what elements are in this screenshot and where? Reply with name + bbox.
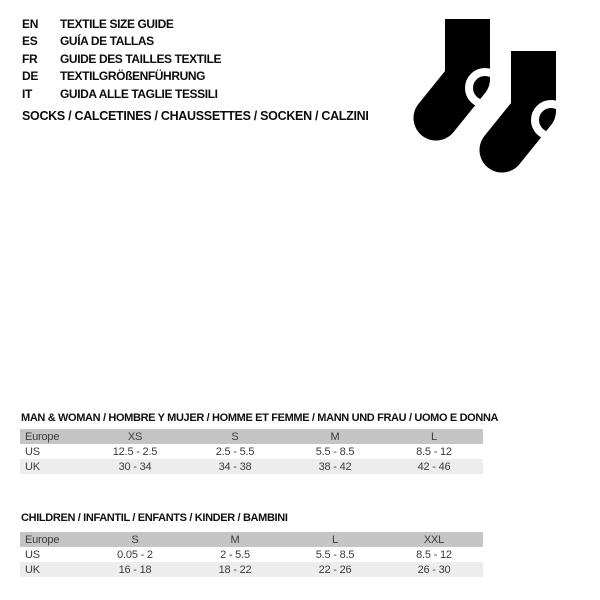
language-label: GUIDA ALLE TAGLIE TESSILI <box>60 86 218 101</box>
size-cell: 38 - 42 <box>318 460 352 473</box>
size-cell: 42 - 46 <box>417 460 451 473</box>
language-code: DE <box>22 69 39 84</box>
category-title: SOCKS / CALCETINES / CHAUSSETTES / SOCKEN / CALZINI <box>22 109 369 123</box>
row-label: UK <box>25 563 40 576</box>
size-table-children <box>20 532 483 577</box>
language-label: GUÍA DE TALLAS <box>60 34 154 49</box>
row-label: US <box>25 548 40 561</box>
column-header-size: XS <box>127 430 143 443</box>
column-header-size: L <box>332 533 338 546</box>
row-label: UK <box>25 460 40 473</box>
language-row-en <box>22 15 221 33</box>
size-cell: 8.5 - 12 <box>416 445 452 458</box>
column-header-size: S <box>231 430 239 443</box>
column-header-size: M <box>230 533 240 546</box>
language-row-es <box>22 33 221 51</box>
table-row-uk <box>20 562 483 577</box>
size-cell: 18 - 22 <box>218 563 252 576</box>
size-cell: 5.5 - 8.5 <box>315 445 355 458</box>
table-row-us <box>20 547 483 562</box>
size-cell: 12.5 - 2.5 <box>112 445 158 458</box>
language-row-fr <box>22 50 221 68</box>
language-label: TEXTILGRÖßENFÜHRUNG <box>60 69 206 84</box>
table-row-us <box>20 444 483 459</box>
language-list <box>22 15 221 103</box>
size-cell: 0.05 - 2 <box>117 548 153 561</box>
table-title-children: CHILDREN / INFANTIL / ENFANTS / KINDER / BAMBINI <box>21 512 288 524</box>
column-header-size: XXL <box>423 533 445 546</box>
language-code: EN <box>22 16 39 31</box>
size-cell: 2.5 - 5.5 <box>215 445 255 458</box>
table-header-row <box>20 429 483 444</box>
size-cell: 16 - 18 <box>118 563 152 576</box>
table-row-uk <box>20 459 483 474</box>
language-code: FR <box>22 51 38 66</box>
column-header-size: L <box>431 430 437 443</box>
column-header-size: S <box>131 533 139 546</box>
language-code: IT <box>22 86 33 101</box>
language-label: TEXTILE SIZE GUIDE <box>60 16 174 31</box>
size-cell: 26 - 30 <box>417 563 451 576</box>
size-cell: 30 - 34 <box>118 460 152 473</box>
size-cell: 2 - 5.5 <box>220 548 250 561</box>
size-cell: 8.5 - 12 <box>416 548 452 561</box>
language-label: GUIDE DES TAILLES TEXTILE <box>60 51 222 66</box>
size-cell: 22 - 26 <box>318 563 352 576</box>
socks-icon <box>405 5 560 175</box>
column-header-region: Europe <box>25 533 60 546</box>
language-row-it <box>22 85 221 103</box>
size-cell: 5.5 - 8.5 <box>315 548 355 561</box>
table-title-adult: MAN & WOMAN / HOMBRE Y MUJER / HOMME ET FEMME / MANN UND FRAU / UOMO E DONNA <box>21 412 499 424</box>
column-header-size: M <box>330 430 340 443</box>
size-cell: 34 - 38 <box>218 460 252 473</box>
column-header-region: Europe <box>25 430 60 443</box>
row-label: US <box>25 445 40 458</box>
language-row-de <box>22 68 221 86</box>
language-code: ES <box>22 34 38 49</box>
table-header-row <box>20 532 483 547</box>
size-table-adult <box>20 429 483 474</box>
